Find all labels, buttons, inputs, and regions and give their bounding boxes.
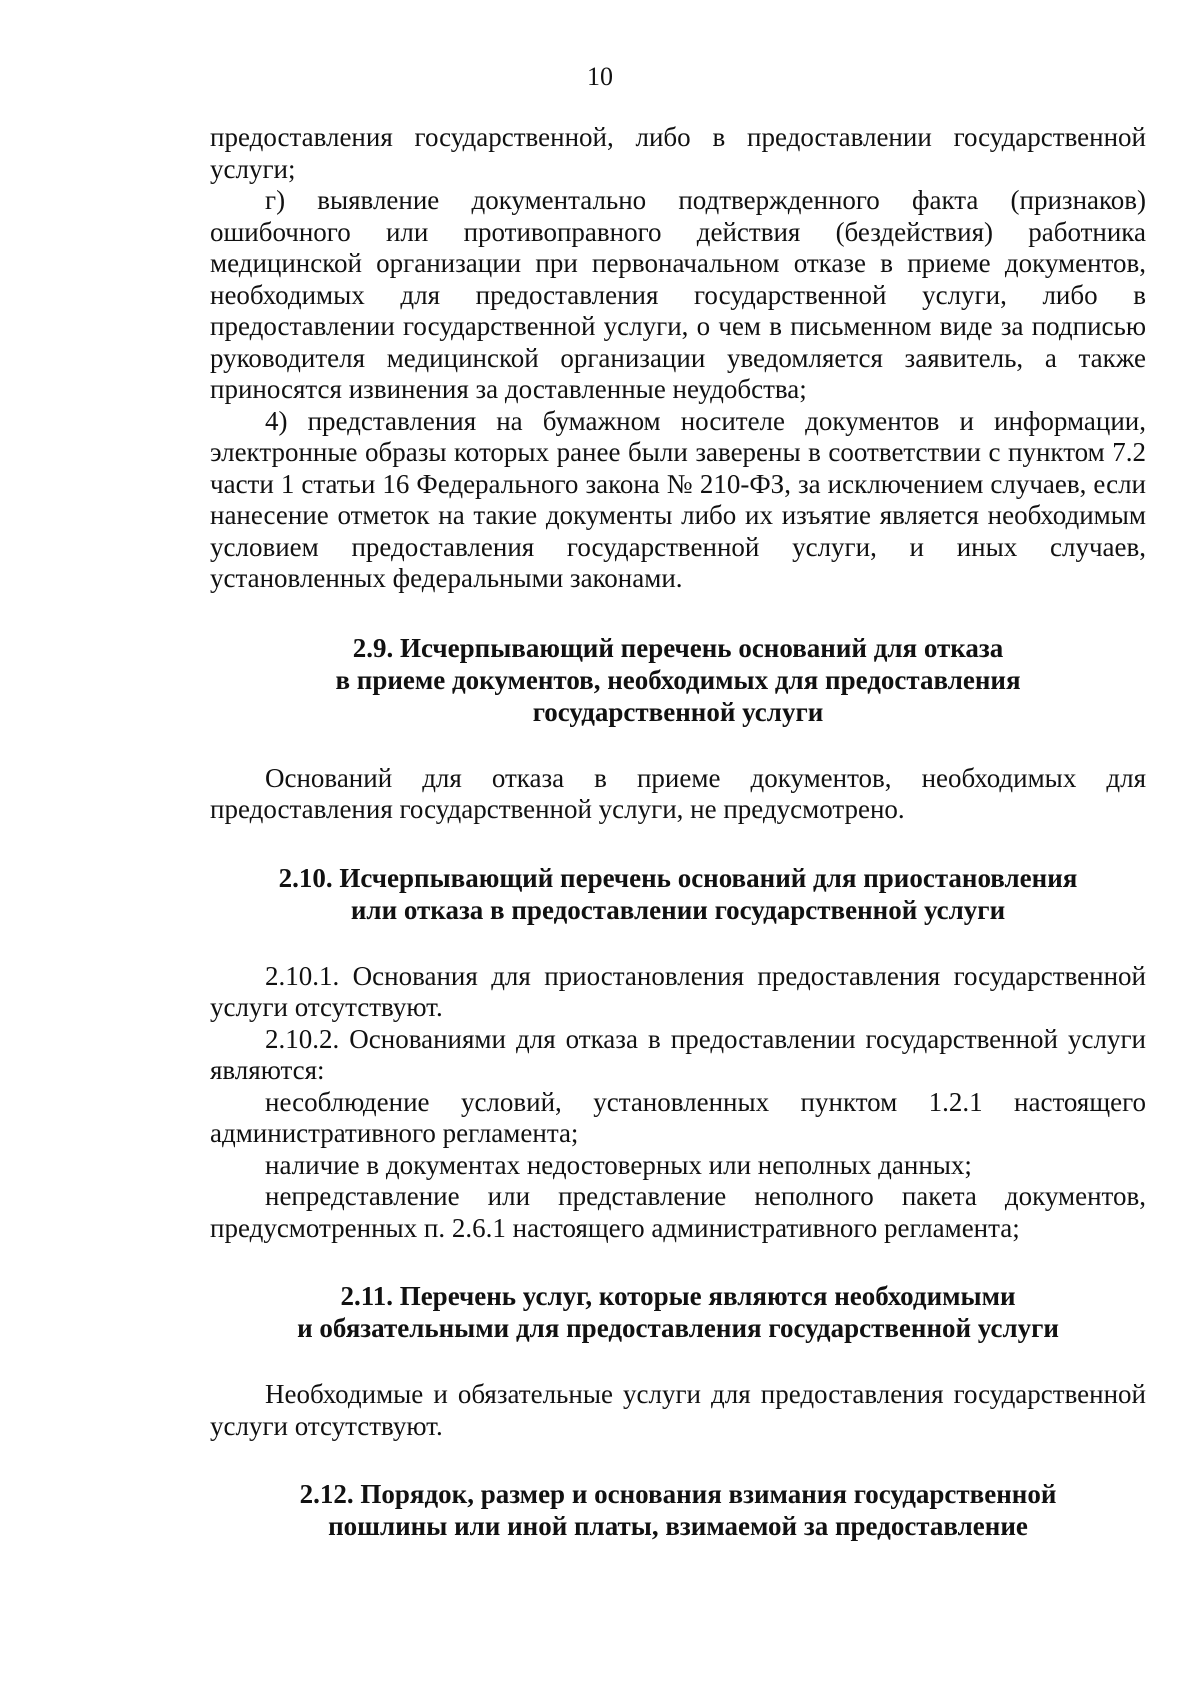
heading-line: государственной услуги (532, 696, 824, 727)
section-heading-2-12 (210, 1478, 1146, 1542)
paragraph-2-11-body: Необходимые и обязательные услуги для предоставления государственной услуги отсутствуют. (210, 1379, 1146, 1441)
paragraph-item-4: 4) представления на бумажном носителе документов и информации, электронные образы которых ранее были заверены в соответствии с пунктом 7.2 части 1 статьи 16 Федерального закона № 210-ФЗ, за исключением случаев, если нанесение отметок на такие документы либо их изъятие является необходимым условием предоставления государственной услуги, и иных случаев, установленных федеральными законами. (210, 405, 1146, 593)
paragraph-refusal-reason-2: наличие в документах недостоверных или неполных данных; (265, 1149, 972, 1180)
paragraph-2-10-1: 2.10.1. Основания для приостановления предоставления государственной услуги отсутствуют. (210, 960, 1146, 1022)
section-heading-2-10 (210, 862, 1146, 926)
paragraph-2-10-2: 2.10.2. Основаниями для отказа в предоставлении государственной услуги являются: (210, 1023, 1146, 1085)
heading-line: или отказа в предоставлении государственной услуги (350, 894, 1006, 925)
paragraph-refusal-reason-3: непредставление или представление неполного пакета документов, предусмотренных п. 2.6.1 настоящего административного регламента; (210, 1181, 1146, 1243)
page-number: 10 (587, 62, 613, 91)
section-heading-2-11 (210, 1280, 1146, 1344)
heading-line: 2.12. Порядок, размер и основания взимания государственной (299, 1479, 1057, 1509)
paragraph-continuation: предоставления государственной, либо в предоставлении государственной услуги; (210, 122, 1146, 184)
page-content (210, 122, 1146, 1542)
heading-line: 2.9. Исчерпывающий перечень оснований для отказа (352, 632, 1004, 663)
paragraph-refusal-reason-1: несоблюдение условий, установленных пунктом 1.2.1 настоящего административного регламента; (210, 1086, 1146, 1148)
paragraph-item-g: г) выявление документально подтвержденного факта (признаков) ошибочного или противоправного действия (бездействия) работника медицинской организации при первоначальном отказе в приеме документов, необходимых для предоставления государственной услуги, либо в предоставлении государственной услуги, о чем в письменном виде за подписью руководителя медицинской организации уведомляется заявитель, а также приносятся извинения за доставленные неудобства; (210, 185, 1146, 404)
heading-line: и обязательными для предоставления государственной услуги (297, 1313, 1059, 1343)
heading-line: 2.10. Исчерпывающий перечень оснований для приостановления (278, 862, 1078, 893)
paragraph-2-9-body: Оснований для отказа в приеме документов, необходимых для предоставления государственной услуги, не предусмотрено. (210, 762, 1146, 824)
heading-line: пошлины или иной платы, взимаемой за предоставление (328, 1511, 1028, 1541)
heading-line: в приеме документов, необходимых для предоставления (335, 664, 1021, 695)
section-heading-2-9 (210, 632, 1146, 728)
heading-line: 2.11. Перечень услуг, которые являются необходимыми (340, 1281, 1016, 1311)
